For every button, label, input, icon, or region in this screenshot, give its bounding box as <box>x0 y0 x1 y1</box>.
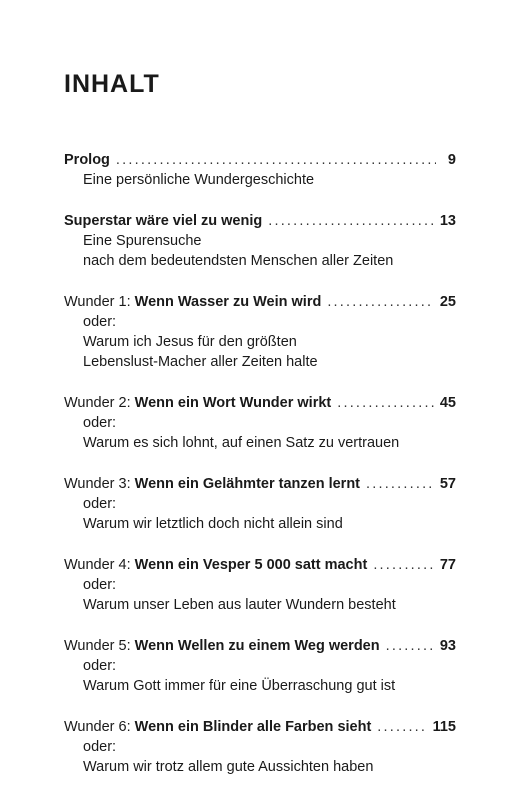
dot-leader <box>377 717 426 737</box>
entry-subtitle: Eine persönliche Wundergeschichte <box>83 172 315 188</box>
entry-title: Wenn ein Vesper 5 000 satt macht <box>134 557 368 573</box>
toc-entry[interactable] <box>64 636 456 696</box>
dot-leader <box>268 211 434 231</box>
dot-leader <box>116 150 436 170</box>
table-of-contents <box>64 150 456 798</box>
dot-leader <box>366 474 434 494</box>
toc-entry[interactable] <box>64 150 456 190</box>
entry-title: Wenn Wasser zu Wein wird <box>134 294 322 310</box>
entry-subtitle: nach dem bedeutendsten Menschen aller Zeiten <box>83 253 394 269</box>
entry-subtitle: Warum wir letztlich doch nicht allein sind <box>83 516 343 532</box>
dot-leader <box>337 393 434 413</box>
page-title: INHALT <box>64 70 160 98</box>
page-number: 13 <box>439 213 456 229</box>
entry-subtitle: oder: <box>83 658 117 674</box>
entry-title: Wenn Wellen zu einem Weg werden <box>134 638 380 654</box>
entry-subtitle: Warum es sich lohnt, auf einen Satz zu vertrauen <box>83 435 400 451</box>
entry-subtitle: Warum unser Leben aus lauter Wundern besteht <box>83 597 396 613</box>
dot-leader <box>373 555 434 575</box>
entry-title: Wenn ein Gelähmter tanzen lernt <box>134 476 361 492</box>
entry-subtitle: oder: <box>83 415 117 431</box>
entry-prefix: Wunder 5: <box>64 638 135 654</box>
page-number: 9 <box>447 152 456 168</box>
entry-prefix: Wunder 2: <box>64 395 135 411</box>
entry-subtitle: Eine Spurensuche <box>83 233 202 249</box>
toc-entry[interactable] <box>64 393 456 453</box>
entry-subtitle: oder: <box>83 739 117 755</box>
page-number: 25 <box>439 294 456 310</box>
page-number: 57 <box>439 476 456 492</box>
toc-entry[interactable] <box>64 717 456 777</box>
toc-entry[interactable] <box>64 555 456 615</box>
entry-prefix: Wunder 3: <box>64 476 135 492</box>
toc-entry[interactable] <box>64 474 456 534</box>
entry-subtitle: oder: <box>83 314 117 330</box>
toc-entry[interactable] <box>64 292 456 372</box>
entry-prefix: Wunder 4: <box>64 557 135 573</box>
dot-leader <box>327 292 434 312</box>
entry-subtitle: Lebenslust-Macher aller Zeiten halte <box>83 354 318 370</box>
entry-title: Prolog <box>64 152 110 168</box>
entry-subtitle: oder: <box>83 577 117 593</box>
toc-entry[interactable] <box>64 211 456 271</box>
entry-prefix: Wunder 1: <box>64 294 135 310</box>
page-number: 45 <box>439 395 456 411</box>
page-number: 77 <box>439 557 456 573</box>
entry-title: Superstar wäre viel zu wenig <box>64 213 263 229</box>
dot-leader <box>386 636 434 656</box>
entry-subtitle: Warum wir trotz allem gute Aussichten haben <box>83 759 374 775</box>
page-number: 93 <box>439 638 456 654</box>
entry-subtitle: Warum Gott immer für eine Überraschung gut ist <box>83 678 396 694</box>
entry-subtitle: oder: <box>83 496 117 512</box>
entry-prefix: Wunder 6: <box>64 719 135 735</box>
entry-title: Wenn ein Wort Wunder wirkt <box>134 395 332 411</box>
page-number: 115 <box>432 719 456 735</box>
entry-subtitle: Warum ich Jesus für den größten <box>83 334 297 350</box>
entry-title: Wenn ein Blinder alle Farben sieht <box>134 719 372 735</box>
